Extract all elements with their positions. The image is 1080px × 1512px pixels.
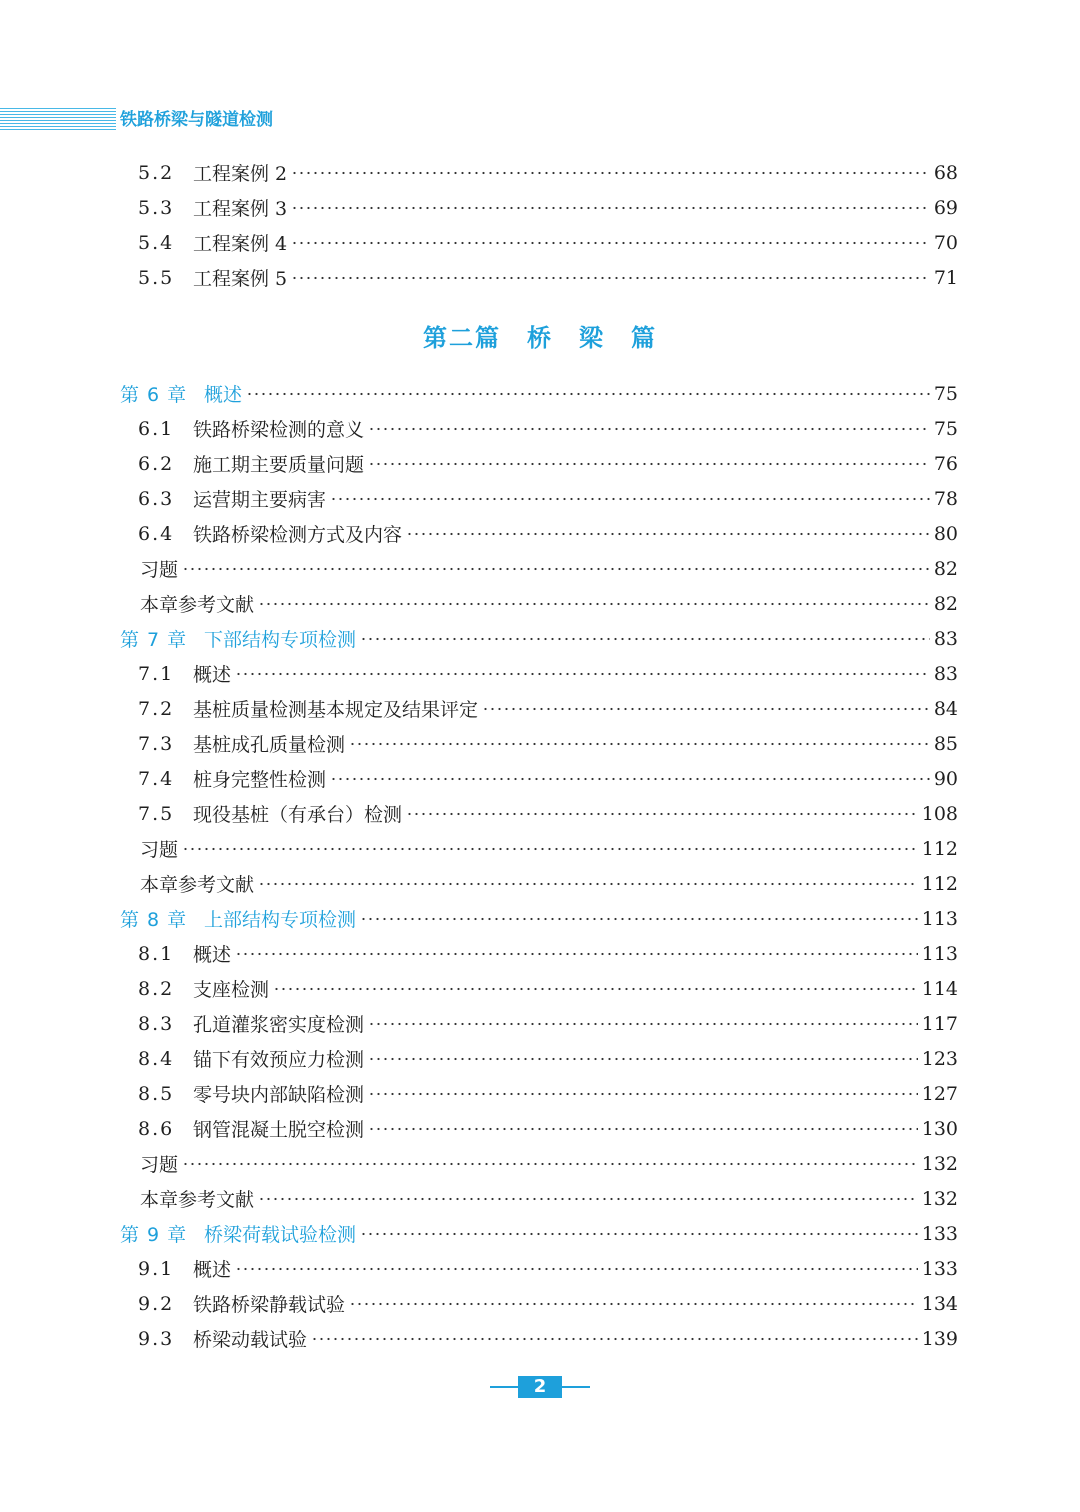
entry-page-number: 68 xyxy=(933,161,958,184)
dot-leader xyxy=(482,704,930,714)
entry-page-number: 113 xyxy=(921,907,958,930)
toc-row[interactable] xyxy=(0,691,1080,726)
toc-row[interactable] xyxy=(0,1321,1080,1356)
section-number: 7.3 xyxy=(138,732,175,755)
dot-leader xyxy=(235,1264,918,1274)
entry-page-number: 114 xyxy=(921,977,958,1000)
section-number: 8.6 xyxy=(138,1117,175,1140)
section-number: 5.4 xyxy=(138,231,175,254)
entry-title: 本章参考文献 xyxy=(140,874,255,896)
toc-row[interactable] xyxy=(0,225,1080,260)
toc-row[interactable] xyxy=(0,1146,1080,1181)
dot-leader xyxy=(311,1334,918,1344)
section-number: 6.1 xyxy=(138,417,175,440)
entry-title: 铁路桥梁静载试验 xyxy=(193,1294,346,1316)
entry-title: 现役基桩（有承台）检测 xyxy=(193,804,403,826)
entry-title: 桥梁动载试验 xyxy=(193,1329,308,1351)
toc-chapter-row[interactable] xyxy=(0,621,1080,656)
entry-page-number: 130 xyxy=(921,1117,958,1140)
dot-leader xyxy=(406,809,918,819)
entry-page-number: 85 xyxy=(933,732,958,755)
dot-leader xyxy=(330,774,930,784)
section-number: 6.2 xyxy=(138,452,175,475)
section-number: 6.3 xyxy=(138,487,175,510)
entry-page-number: 132 xyxy=(921,1187,958,1210)
toc-row[interactable] xyxy=(0,1006,1080,1041)
toc-row[interactable] xyxy=(0,866,1080,901)
toc-row[interactable] xyxy=(0,155,1080,190)
entry-title: 上部结构专项检测 xyxy=(204,909,357,931)
section-number: 5.3 xyxy=(138,196,175,219)
entry-title: 工程案例 2 xyxy=(193,163,288,185)
entry-title: 桥梁荷载试验检测 xyxy=(204,1224,357,1246)
chapter-number: 第 7 章 xyxy=(120,629,188,651)
entry-title: 零号块内部缺陷检测 xyxy=(193,1084,365,1106)
dot-leader xyxy=(182,844,918,854)
toc-row[interactable] xyxy=(0,971,1080,1006)
entry-title: 铁路桥梁检测方式及内容 xyxy=(193,524,403,546)
entry-title: 习题 xyxy=(140,839,179,861)
entry-title: 基桩成孔质量检测 xyxy=(193,734,346,756)
dot-leader xyxy=(258,599,930,609)
entry-title: 运营期主要病害 xyxy=(193,489,327,511)
dot-leader xyxy=(235,669,930,679)
dot-leader xyxy=(360,634,930,644)
entry-page-number: 133 xyxy=(921,1222,958,1245)
entry-page-number: 69 xyxy=(933,196,958,219)
entry-page-number: 90 xyxy=(933,767,958,790)
toc-row[interactable] xyxy=(0,1111,1080,1146)
entry-page-number: 70 xyxy=(933,231,958,254)
entry-page-number: 84 xyxy=(933,697,958,720)
entry-title: 工程案例 5 xyxy=(193,268,288,290)
entry-page-number: 80 xyxy=(933,522,958,545)
dot-leader xyxy=(368,1089,918,1099)
entry-title: 下部结构专项检测 xyxy=(204,629,357,651)
section-number: 7.1 xyxy=(138,662,175,685)
toc-row[interactable] xyxy=(0,1041,1080,1076)
section-number: 5.2 xyxy=(138,161,175,184)
entry-page-number: 112 xyxy=(921,837,958,860)
toc-row[interactable] xyxy=(0,260,1080,295)
entry-title: 施工期主要质量问题 xyxy=(193,454,365,476)
dot-leader xyxy=(349,1299,918,1309)
entry-page-number: 134 xyxy=(921,1292,958,1315)
entry-title: 本章参考文献 xyxy=(140,594,255,616)
dot-leader xyxy=(330,494,930,504)
section-number: 7.4 xyxy=(138,767,175,790)
entry-title: 概述 xyxy=(193,944,232,966)
dot-leader xyxy=(273,984,918,994)
entry-page-number: 133 xyxy=(921,1257,958,1280)
chapter-number: 第 9 章 xyxy=(120,1224,188,1246)
toc-row[interactable] xyxy=(0,831,1080,866)
dot-leader xyxy=(291,168,930,178)
entry-page-number: 123 xyxy=(921,1047,958,1070)
toc-row[interactable] xyxy=(0,586,1080,621)
entry-title: 钢管混凝土脱空检测 xyxy=(193,1119,365,1141)
entry-title: 概述 xyxy=(193,1259,232,1281)
section-number: 5.5 xyxy=(138,266,175,289)
dot-leader xyxy=(368,1019,918,1029)
dot-leader xyxy=(291,273,930,283)
toc-row[interactable] xyxy=(0,516,1080,551)
entry-title: 本章参考文献 xyxy=(140,1189,255,1211)
toc-row[interactable] xyxy=(0,190,1080,225)
dot-leader xyxy=(406,529,930,539)
entry-title: 桩身完整性检测 xyxy=(193,769,327,791)
section-number: 8.3 xyxy=(138,1012,175,1035)
book-title: 铁路桥梁与隧道检测 xyxy=(120,110,273,130)
toc-row[interactable] xyxy=(0,1251,1080,1286)
dot-leader xyxy=(235,949,918,959)
dot-leader xyxy=(368,1124,918,1134)
section-number: 6.4 xyxy=(138,522,175,545)
entry-title: 概述 xyxy=(193,664,232,686)
entry-page-number: 108 xyxy=(921,802,958,825)
dot-leader xyxy=(349,739,930,749)
entry-page-number: 132 xyxy=(921,1152,958,1175)
entry-page-number: 139 xyxy=(921,1327,958,1350)
section-number: 8.4 xyxy=(138,1047,175,1070)
footer-line-right xyxy=(562,1386,590,1388)
dot-leader xyxy=(182,1159,918,1169)
entry-title: 锚下有效预应力检测 xyxy=(193,1049,365,1071)
header-stripes xyxy=(0,108,116,132)
section-number: 7.2 xyxy=(138,697,175,720)
entry-title: 习题 xyxy=(140,559,179,581)
toc-row[interactable] xyxy=(0,411,1080,446)
entry-title: 工程案例 3 xyxy=(193,198,288,220)
dot-leader xyxy=(258,879,918,889)
dot-leader xyxy=(360,914,918,924)
footer-line-left xyxy=(490,1386,518,1388)
entry-page-number: 113 xyxy=(921,942,958,965)
toc-row[interactable] xyxy=(0,761,1080,796)
section-number: 8.1 xyxy=(138,942,175,965)
toc-row[interactable] xyxy=(0,796,1080,831)
toc-row[interactable] xyxy=(0,1286,1080,1321)
toc-row[interactable] xyxy=(0,551,1080,586)
entry-page-number: 75 xyxy=(933,382,958,405)
dot-leader xyxy=(368,459,930,469)
entry-page-number: 75 xyxy=(933,417,958,440)
dot-leader xyxy=(258,1194,918,1204)
toc-chapter-row[interactable] xyxy=(0,376,1080,411)
toc-row[interactable] xyxy=(0,446,1080,481)
entry-page-number: 76 xyxy=(933,452,958,475)
toc-row[interactable] xyxy=(0,936,1080,971)
toc-chapter-row[interactable] xyxy=(0,1216,1080,1251)
section-number: 9.3 xyxy=(138,1327,175,1350)
entry-page-number: 112 xyxy=(921,872,958,895)
section-number: 8.5 xyxy=(138,1082,175,1105)
toc-row[interactable] xyxy=(0,1076,1080,1111)
entry-page-number: 117 xyxy=(921,1012,958,1035)
dot-leader xyxy=(291,238,930,248)
entry-page-number: 78 xyxy=(933,487,958,510)
dot-leader xyxy=(182,564,930,574)
entry-page-number: 71 xyxy=(933,266,958,289)
chapter-number: 第 8 章 xyxy=(120,909,188,931)
entry-title: 概述 xyxy=(204,384,243,406)
entry-title: 习题 xyxy=(140,1154,179,1176)
part-heading: 第二篇 桥 梁 篇 xyxy=(423,323,657,352)
dot-leader xyxy=(246,389,930,399)
section-number: 9.2 xyxy=(138,1292,175,1315)
section-number: 9.1 xyxy=(138,1257,175,1280)
dot-leader xyxy=(368,424,930,434)
toc-row[interactable] xyxy=(0,481,1080,516)
toc-row[interactable] xyxy=(0,656,1080,691)
entry-page-number: 82 xyxy=(933,557,958,580)
section-number: 7.5 xyxy=(138,802,175,825)
dot-leader xyxy=(360,1229,918,1239)
section-number: 8.2 xyxy=(138,977,175,1000)
entry-title: 基桩质量检测基本规定及结果评定 xyxy=(193,699,479,721)
entry-title: 支座检测 xyxy=(193,979,270,1001)
toc-chapter-row[interactable] xyxy=(0,901,1080,936)
entry-title: 铁路桥梁检测的意义 xyxy=(193,419,365,441)
page-number: 2 xyxy=(518,1376,562,1398)
entry-page-number: 127 xyxy=(921,1082,958,1105)
toc-row[interactable] xyxy=(0,1181,1080,1216)
dot-leader xyxy=(291,203,930,213)
entry-title: 工程案例 4 xyxy=(193,233,288,255)
entry-page-number: 83 xyxy=(933,627,958,650)
dot-leader xyxy=(368,1054,918,1064)
toc-row[interactable] xyxy=(0,726,1080,761)
entry-page-number: 82 xyxy=(933,592,958,615)
entry-title: 孔道灌浆密实度检测 xyxy=(193,1014,365,1036)
entry-page-number: 83 xyxy=(933,662,958,685)
chapter-number: 第 6 章 xyxy=(120,384,188,406)
